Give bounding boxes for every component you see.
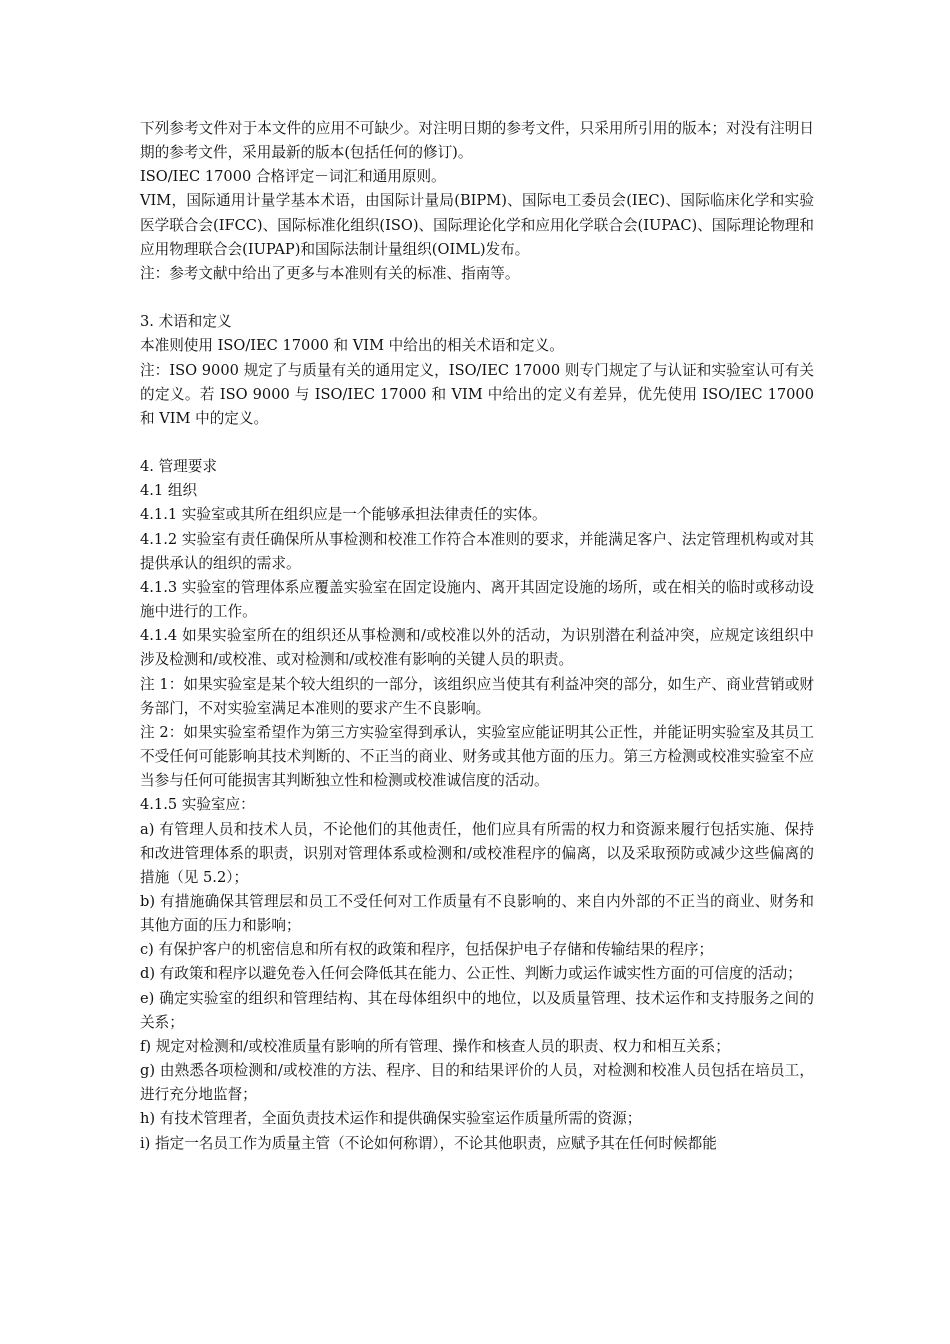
paragraph-terms-usage: 本准则使用 ISO/IEC 17000 和 VIM 中给出的相关术语和定义。 [140,337,564,355]
paragraph-iso-17000: ISO/IEC 17000 合格评定－词汇和通用原则。 [140,168,446,186]
clause-4-1-4: 4.1.4 如果实验室所在的组织还从事检测和/或校准以外的活动，为识别潜在利益冲突，应规定该组织中涉及检测和/或校准、或对检测和/或校准有影响的关键人员的职责。 [140,627,814,669]
list-item-e: e) 确定实验室的组织和管理结构、其在母体组织中的地位，以及质量管理、技术运作和支持服务之间的关系； [140,989,814,1031]
section-heading-4: 4. 管理要求 [140,458,217,476]
list-item-c: c) 有保护客户的机密信息和所有权的政策和程序，包括保护电子存储和传输结果的程序； [140,941,714,959]
paragraph-reference-note: 注：参考文献中给出了更多与本准则有关的标准、指南等。 [140,264,520,282]
note-1: 注 1：如果实验室是某个较大组织的一部分，该组织应当使其有利益冲突的部分，如生产、商业营销或财务部门，不对实验室满足本准则的要求产生不良影响。 [140,675,814,717]
paragraph-vim: VIM，国际通用计量学基本术语，由国际计量局(BIPM)、国际电工委员会(IEC)、国际临床化学和实验医学联合会(IFCC)、国际标准化组织(ISO)、国际理论化学和应用化学联合会(IUPAC)、国际理论物理和应用物理联合会(IUPAP)和国际法制计量组织(OIML)发布。 [140,192,814,258]
clause-4-1-2: 4.1.2 实验室有责任确保所从事检测和校准工作符合本准则的要求，并能满足客户、法定管理机构或对其提供承认的组织的需求。 [140,530,814,572]
list-item-h: h) 有技术管理者，全面负责技术运作和提供确保实验室运作质量所需的资源； [140,1110,642,1128]
clause-4-1-5: 4.1.5 实验室应： [140,796,255,814]
section-heading-3: 3. 术语和定义 [140,313,232,331]
list-item-f: f) 规定对检测和/或校准质量有影响的所有管理、操作和核查人员的职责、权力和相互关系； [140,1037,730,1055]
list-item-b: b) 有措施确保其管理层和员工不受任何对工作质量有不良影响的、来自内外部的不正当的商业、财务和其他方面的压力和影响； [140,892,814,935]
document-body [140,117,814,1156]
paragraph-reference-intro: 下列参考文件对于本文件的应用不可缺少。对注明日期的参考文件，只采用所引用的版本；对没有注明日期的参考文件，采用最新的版本(包括任何的修订)。 [140,120,814,162]
clause-4-1-3: 4.1.3 实验室的管理体系应覆盖实验室在固定设施内、离开其固定设施的场所，或在相关的临时或移动设施中进行的工作。 [140,578,814,621]
list-item-d: d) 有政策和程序以避免卷入任何会降低其在能力、公正性、判断力或运作诚实性方面的可信度的活动； [140,965,802,983]
note-2: 注 2：如果实验室希望作为第三方实验室得到承认，实验室应能证明其公正性，并能证明实验室及其员工不受任何可能影响其技术判断的、不正当的商业、财务或其他方面的压力。第三方检测或校准实验室不应当参与任何可能损害其判断独立性和检测或校准诚信度的活动。 [140,723,814,790]
list-item-i: i) 指定一名员工作为质量主管（不论如何称谓），不论其他职责，应赋予其在任何时候都能 [140,1134,717,1152]
list-item-a: a) 有管理人员和技术人员，不论他们的其他责任，他们应具有所需的权力和资源来履行包括实施、保持和改进管理体系的职责，识别对管理体系或检测和/或校准程序的偏离，以及采取预防或减少这些偏离的措施（见 5.2）； [140,820,814,886]
list-item-g: g) 由熟悉各项检测和/或校准的方法、程序、目的和结果评价的人员，对检测和校准人员包括在培员工，进行充分地监督； [140,1062,814,1104]
blank-line [140,431,814,455]
subsection-heading-4-1: 4.1 组织 [140,482,198,500]
blank-line [140,286,814,310]
paragraph-terms-note: 注：ISO 9000 规定了与质量有关的通用定义，ISO/IEC 17000 则专门规定了与认证和实验室认可有关的定义。若 ISO 9000 与 ISO/IEC 17000 和 VIM 中给出的定义有差异，优先使用 ISO/IEC 17000 和 VIM 中的定义。 [140,361,814,427]
clause-4-1-1: 4.1.1 实验室或其所在组织应是一个能够承担法律责任的实体。 [140,506,547,524]
